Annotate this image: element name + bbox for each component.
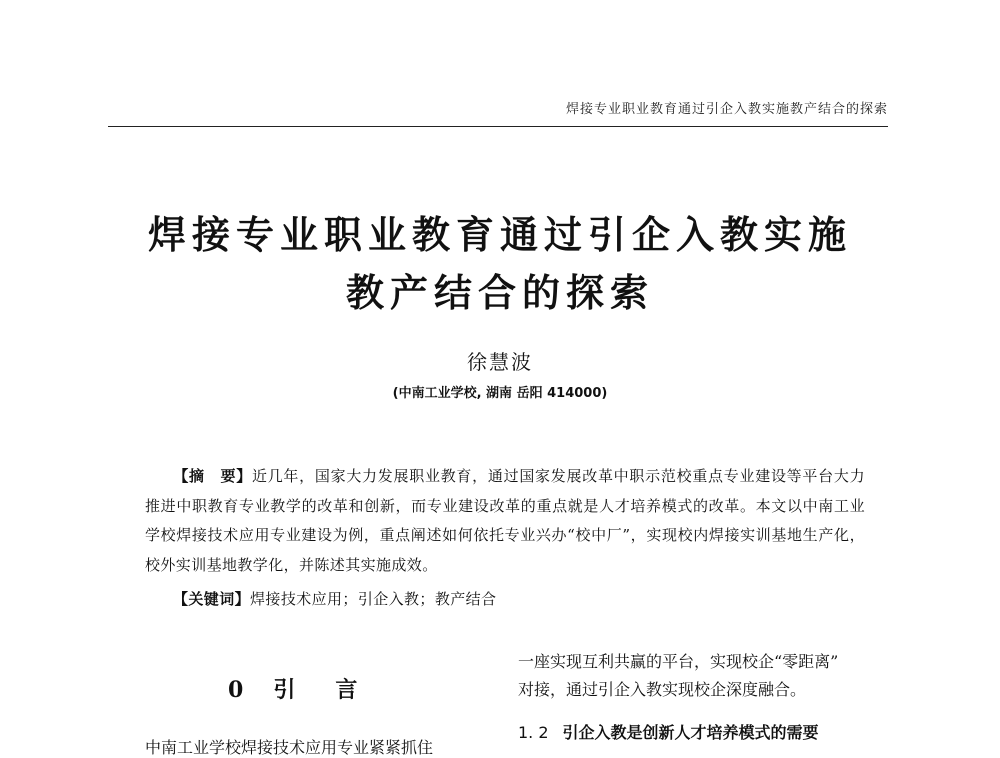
subsection-heading — [518, 720, 819, 743]
author-name: 徐慧波 — [467, 350, 533, 374]
article-title-line-1: 焊接专业职业教育通过引企入教实施 — [147, 213, 852, 257]
right-column-line-2: 对接，通过引企入教实现校企深度融合。 — [518, 680, 807, 699]
keywords-label: 【关键词】 — [173, 590, 251, 608]
abstract-text: 近几年，国家大力发展职业教育，通过国家发展改革中职示范校重点专业建设等平台大力推进中职教育专业教学的改革和创新，而专业建设改革的重点就是人才培养模式的改革。本文以中南工业学校焊接技术应用专业建设为例，重点阐述如何依托专业兴办“校中厂”，实现校内焊接实训基地生产化，校外实训基地教学化，并陈述其实施成效。 — [145, 467, 865, 574]
abstract-label: 【摘 要】 — [173, 467, 252, 485]
running-header: 焊接专业职业教育通过引企入教实施教产结合的探索 — [565, 102, 888, 117]
header-rule — [108, 126, 888, 127]
introduction-first-line: 中南工业学校焊接技术应用专业紧紧抓住 — [145, 738, 434, 757]
subsection-title: 引企入教是创新人才培养模式的需要 — [562, 723, 819, 742]
subsection-number: 1. 2 — [518, 723, 549, 742]
right-column-line-1: 一座实现互利共赢的平台，实现校企“零距离” — [518, 652, 839, 671]
section-title-part-2: 言 — [335, 677, 358, 703]
abstract — [145, 462, 865, 580]
section-number: 0 — [228, 677, 244, 703]
right-column — [518, 648, 898, 704]
section-title-part-1: 引 — [273, 677, 296, 703]
author-affiliation: (中南工业学校, 湖南 岳阳 414000) — [392, 386, 608, 401]
keywords-text: 焊接技术应用；引企入教；教产结合 — [250, 590, 497, 608]
keywords — [173, 588, 496, 609]
article-title-line-2: 教产结合的探索 — [345, 271, 654, 315]
section-heading-introduction — [228, 673, 357, 704]
